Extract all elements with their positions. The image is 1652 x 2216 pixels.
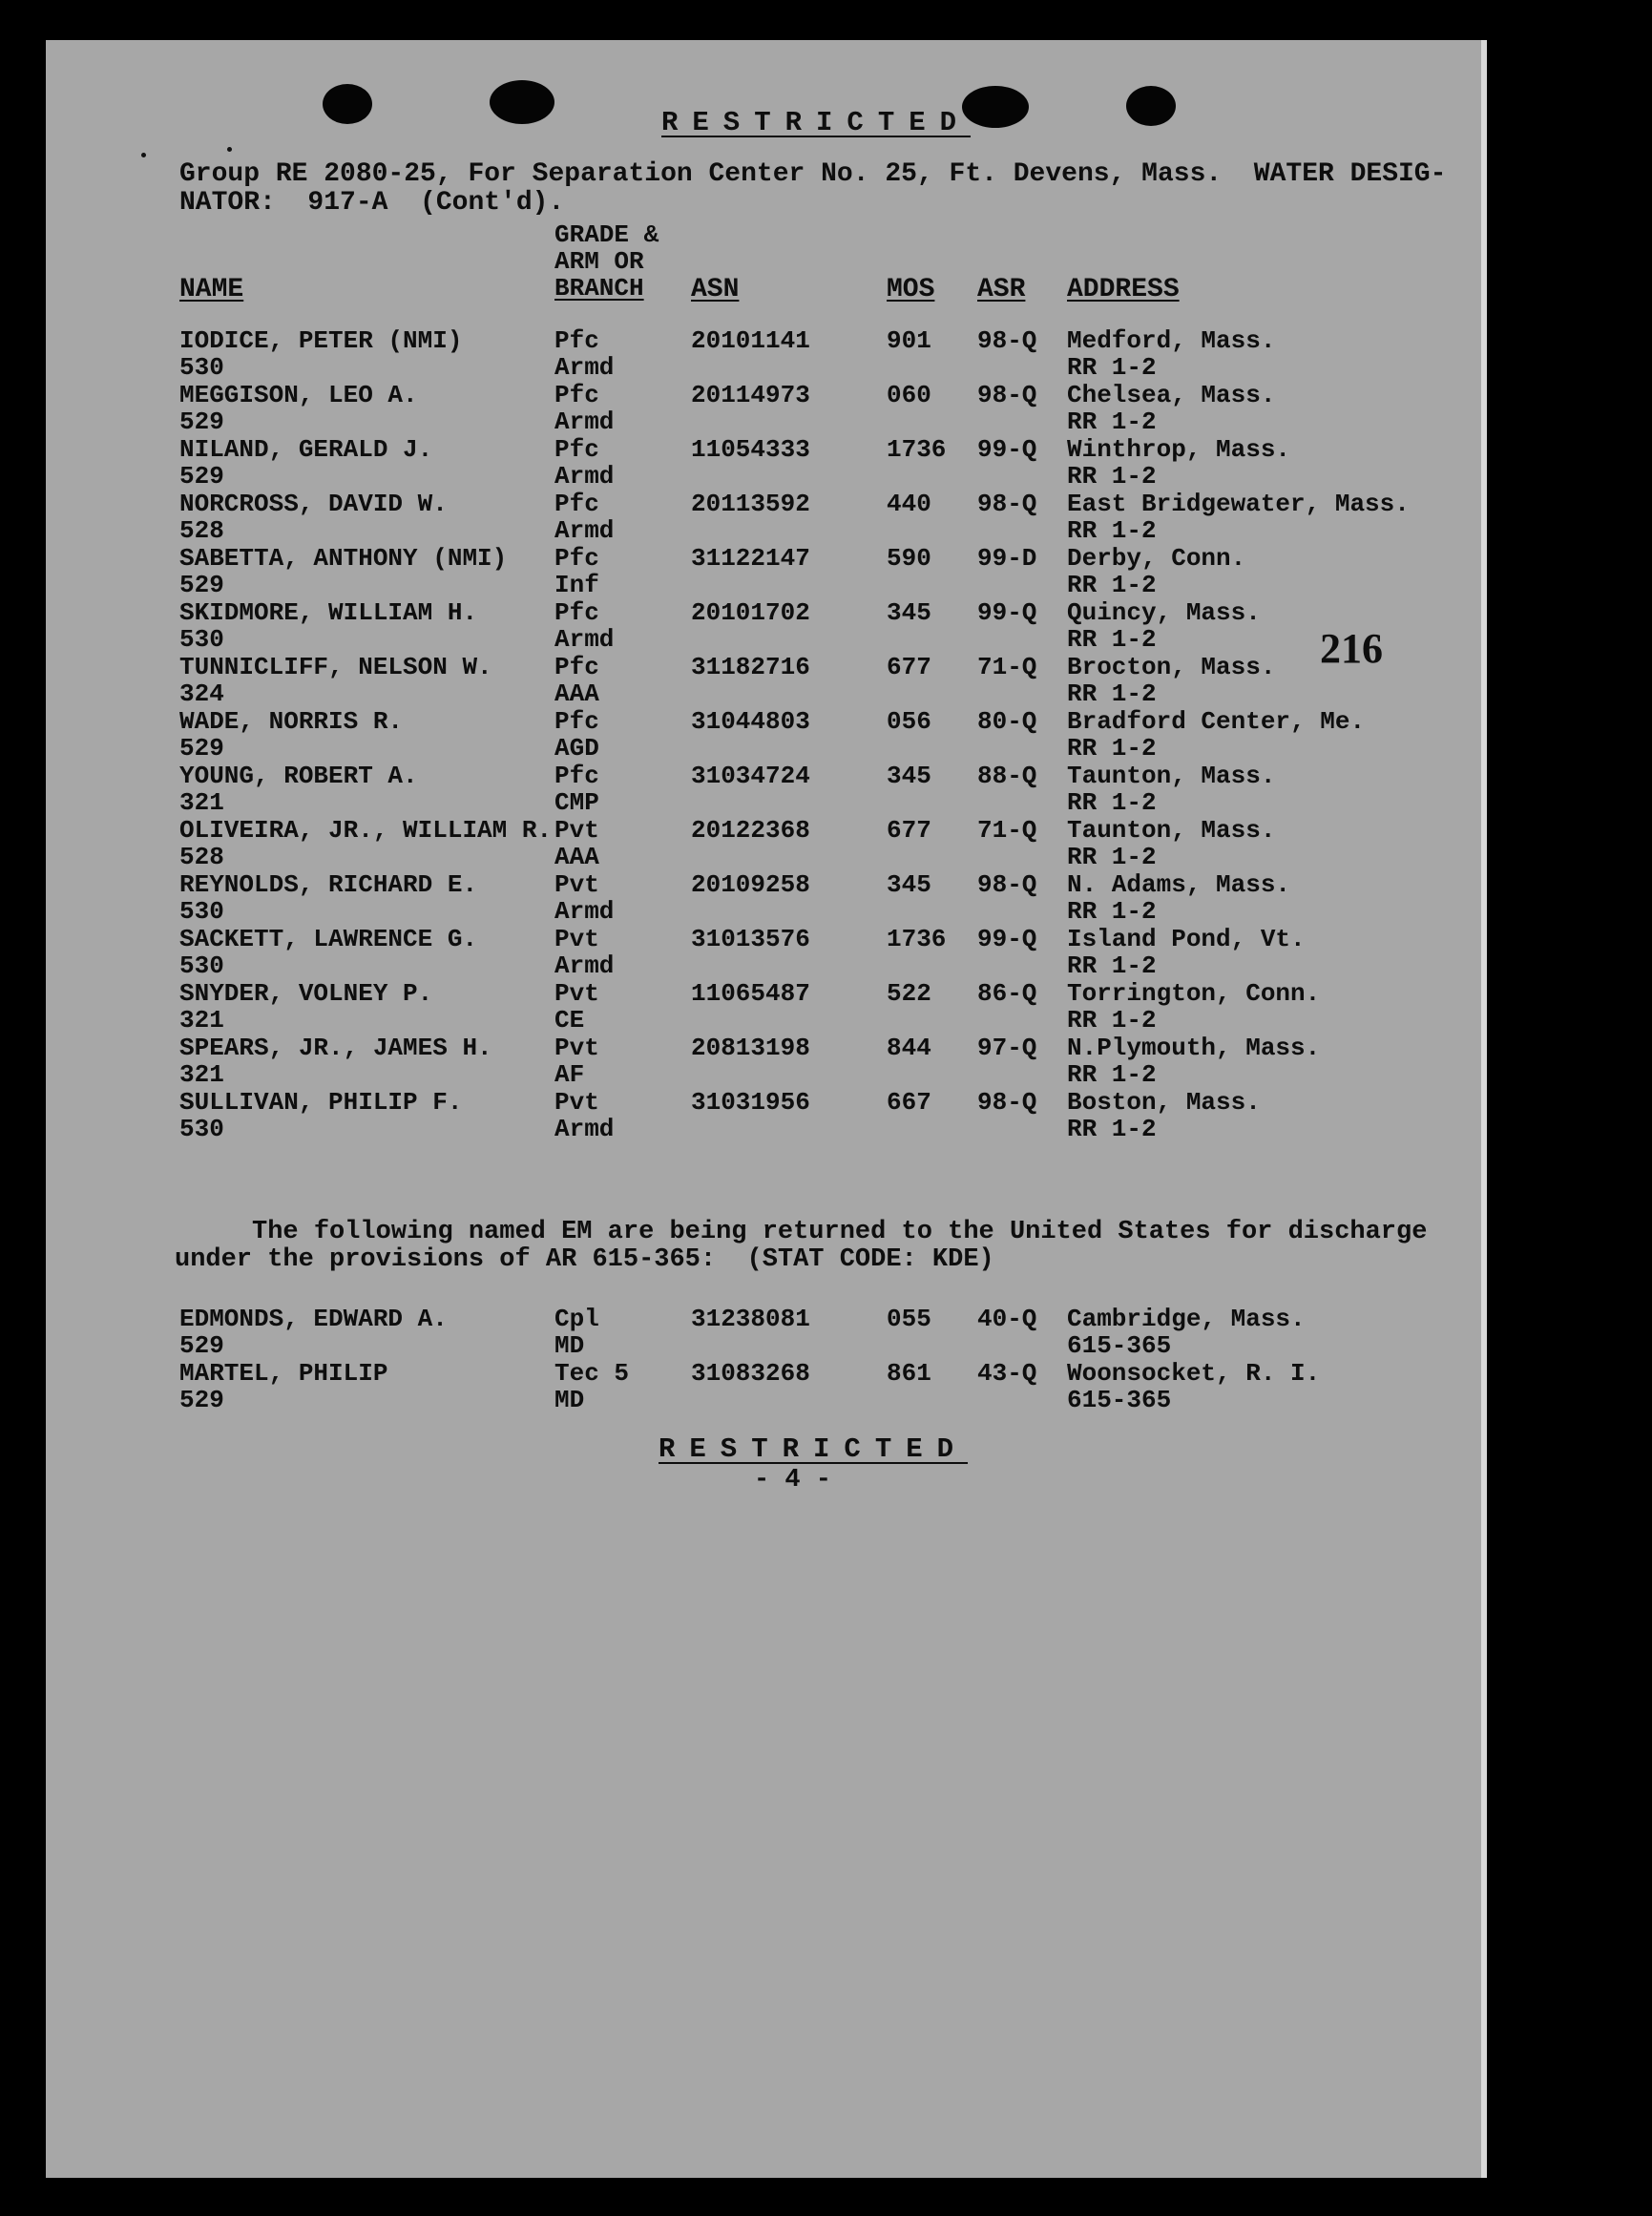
mos-cell: 667: [887, 1088, 931, 1117]
mos-cell: 677: [887, 653, 931, 681]
mos-cell: 1736: [887, 925, 947, 953]
address-cell: Bradford Center, Me.: [1067, 707, 1366, 736]
unit-code-cell: 530: [179, 951, 224, 980]
grade-cell: Pfc: [554, 490, 599, 518]
address-cell: Cambridge, Mass.: [1067, 1305, 1306, 1333]
name-cell: SNYDER, VOLNEY P.: [179, 979, 433, 1008]
branch-cell: Armd: [554, 353, 615, 382]
table-row: [179, 435, 1458, 490]
asn-cell: 31182716: [691, 653, 810, 681]
mos-cell: 590: [887, 544, 931, 573]
document-page: [46, 40, 1487, 2178]
name-cell: REYNOLDS, RICHARD E.: [179, 870, 478, 899]
asr-cell: 99-Q: [977, 435, 1037, 464]
speck: [141, 153, 146, 157]
asn-cell: 31044803: [691, 707, 810, 736]
grade-header-line-3: BRANCH: [554, 274, 644, 303]
discharge-paragraph: [175, 1219, 1427, 1274]
name-cell: NILAND, GERALD J.: [179, 435, 433, 464]
asn-cell: 31122147: [691, 544, 810, 573]
mos-cell: 1736: [887, 435, 947, 464]
address-cell: Quincy, Mass.: [1067, 598, 1261, 627]
branch-cell: MD: [554, 1386, 585, 1414]
asn-cell: 20113592: [691, 490, 810, 518]
discharge-list: [179, 1305, 1458, 1413]
unit-code-cell: 529: [179, 571, 224, 599]
rr-cell: RR 1-2: [1067, 571, 1157, 599]
header-line-2: NATOR: 917-A (Cont'd).: [179, 188, 565, 218]
mos-cell: 522: [887, 979, 931, 1008]
branch-cell: AGD: [554, 734, 599, 763]
grade-cell: Pvt: [554, 979, 599, 1008]
address-cell: Winthrop, Mass.: [1067, 435, 1291, 464]
unit-code-cell: 321: [179, 1060, 224, 1089]
mos-cell: 844: [887, 1034, 931, 1062]
name-cell: WADE, NORRIS R.: [179, 707, 404, 736]
rr-cell: RR 1-2: [1067, 897, 1157, 926]
name-column-header: NAME: [179, 275, 244, 304]
asr-cell: 71-Q: [977, 816, 1037, 845]
personnel-list: [179, 326, 1458, 1142]
table-row: [179, 490, 1458, 544]
name-cell: MEGGISON, LEO A.: [179, 381, 418, 409]
grade-cell: Pfc: [554, 707, 599, 736]
grade-cell: Cpl: [554, 1305, 599, 1333]
paragraph-line-2: under the provisions of AR 615-365: (STAT CODE: KDE): [175, 1245, 994, 1274]
table-row: [179, 326, 1458, 381]
table-row: [179, 870, 1458, 925]
asr-cell: 43-Q: [977, 1359, 1037, 1388]
rr-cell: RR 1-2: [1067, 353, 1157, 382]
grade-cell: Pfc: [554, 762, 599, 790]
grade-cell: Pfc: [554, 598, 599, 627]
grade-cell: Pvt: [554, 1034, 599, 1062]
unit-code-cell: 321: [179, 1006, 224, 1035]
mos-cell: 440: [887, 490, 931, 518]
punch-hole: [962, 86, 1029, 128]
table-row: [179, 1359, 1458, 1413]
asn-cell: 20122368: [691, 816, 810, 845]
address-cell: Taunton, Mass.: [1067, 762, 1276, 790]
rr-cell: RR 1-2: [1067, 951, 1157, 980]
branch-cell: CMP: [554, 788, 599, 817]
grade-column-header: [554, 221, 659, 302]
asn-cell: 20813198: [691, 1034, 810, 1062]
rr-cell: 615-365: [1067, 1386, 1172, 1414]
rr-cell: RR 1-2: [1067, 843, 1157, 871]
mos-cell: 901: [887, 326, 931, 355]
branch-cell: AAA: [554, 843, 599, 871]
grade-header-line-2: ARM OR: [554, 247, 644, 276]
grade-cell: Pfc: [554, 435, 599, 464]
punch-hole: [490, 80, 554, 124]
table-row: [179, 1034, 1458, 1088]
address-cell: Chelsea, Mass.: [1067, 381, 1276, 409]
unit-code-cell: 529: [179, 734, 224, 763]
rr-cell: RR 1-2: [1067, 408, 1157, 436]
paragraph-line-1: The following named EM are being returned to the United States for discharge: [175, 1218, 1428, 1246]
branch-cell: Inf: [554, 571, 599, 599]
header-text: [179, 160, 1446, 218]
asr-column-header: ASR: [977, 275, 1026, 304]
unit-code-cell: 529: [179, 408, 224, 436]
branch-cell: Armd: [554, 408, 615, 436]
address-cell: Woonsocket, R. I.: [1067, 1359, 1321, 1388]
rr-cell: RR 1-2: [1067, 516, 1157, 545]
rr-cell: 615-365: [1067, 1331, 1172, 1360]
branch-cell: MD: [554, 1331, 585, 1360]
unit-code-cell: 324: [179, 679, 224, 708]
punch-hole: [1126, 86, 1176, 126]
branch-cell: Armd: [554, 951, 615, 980]
grade-cell: Pfc: [554, 381, 599, 409]
mos-cell: 861: [887, 1359, 931, 1388]
asr-cell: 99-D: [977, 544, 1037, 573]
asr-cell: 80-Q: [977, 707, 1037, 736]
branch-cell: AAA: [554, 679, 599, 708]
grade-cell: Pvt: [554, 1088, 599, 1117]
asn-cell: 31034724: [691, 762, 810, 790]
asr-cell: 98-Q: [977, 381, 1037, 409]
branch-cell: Armd: [554, 897, 615, 926]
table-row: [179, 762, 1458, 816]
address-cell: N. Adams, Mass.: [1067, 870, 1291, 899]
table-row: [179, 1305, 1458, 1359]
address-cell: Torrington, Conn.: [1067, 979, 1321, 1008]
table-row: [179, 544, 1458, 598]
name-cell: OLIVEIRA, JR., WILLIAM R.: [179, 816, 553, 845]
asn-cell: 31031956: [691, 1088, 810, 1117]
mos-cell: 060: [887, 381, 931, 409]
table-row: [179, 598, 1458, 653]
branch-cell: Armd: [554, 462, 615, 491]
mos-cell: 345: [887, 598, 931, 627]
branch-cell: AF: [554, 1060, 585, 1089]
name-cell: IODICE, PETER (NMI): [179, 326, 463, 355]
address-cell: Derby, Conn.: [1067, 544, 1246, 573]
asn-cell: 31238081: [691, 1305, 810, 1333]
unit-code-cell: 528: [179, 516, 224, 545]
asr-cell: 98-Q: [977, 870, 1037, 899]
page-number: - 4 -: [754, 1466, 832, 1495]
address-column-header: ADDRESS: [1067, 275, 1180, 304]
footer-restricted: RESTRICTED: [659, 1433, 969, 1465]
branch-cell: CE: [554, 1006, 585, 1035]
address-cell: East Bridgewater, Mass.: [1067, 490, 1410, 518]
grade-cell: Pvt: [554, 870, 599, 899]
grade-cell: Pfc: [554, 653, 599, 681]
asn-cell: 20109258: [691, 870, 810, 899]
rr-cell: RR 1-2: [1067, 1060, 1157, 1089]
name-cell: MARTEL, PHILIP: [179, 1359, 388, 1388]
unit-code-cell: 528: [179, 843, 224, 871]
punch-hole: [323, 84, 372, 124]
grade-cell: Tec 5: [554, 1359, 630, 1388]
grade-cell: Pvt: [554, 816, 599, 845]
address-cell: Brocton, Mass.: [1067, 653, 1276, 681]
asn-cell: 20101702: [691, 598, 810, 627]
name-cell: SPEARS, JR., JAMES H.: [179, 1034, 492, 1062]
name-cell: SULLIVAN, PHILIP F.: [179, 1088, 463, 1117]
rr-cell: RR 1-2: [1067, 1006, 1157, 1035]
address-cell: Boston, Mass.: [1067, 1088, 1261, 1117]
rr-cell: RR 1-2: [1067, 679, 1157, 708]
rr-cell: RR 1-2: [1067, 625, 1157, 654]
unit-code-cell: 529: [179, 1386, 224, 1414]
grade-cell: Pfc: [554, 544, 599, 573]
name-cell: YOUNG, ROBERT A.: [179, 762, 418, 790]
table-row: [179, 979, 1458, 1034]
mos-cell: 056: [887, 707, 931, 736]
asr-cell: 98-Q: [977, 326, 1037, 355]
name-cell: TUNNICLIFF, NELSON W.: [179, 653, 492, 681]
mos-column-header: MOS: [887, 275, 935, 304]
grade-cell: Pvt: [554, 925, 599, 953]
mos-cell: 677: [887, 816, 931, 845]
table-row: [179, 925, 1458, 979]
asr-cell: 97-Q: [977, 1034, 1037, 1062]
table-row: [179, 653, 1458, 707]
unit-code-cell: 530: [179, 353, 224, 382]
unit-code-cell: 321: [179, 788, 224, 817]
name-cell: NORCROSS, DAVID W.: [179, 490, 448, 518]
name-cell: EDMONDS, EDWARD A.: [179, 1305, 448, 1333]
asr-cell: 98-Q: [977, 490, 1037, 518]
rr-cell: RR 1-2: [1067, 734, 1157, 763]
asr-cell: 40-Q: [977, 1305, 1037, 1333]
unit-code-cell: 530: [179, 1115, 224, 1143]
address-cell: Medford, Mass.: [1067, 326, 1276, 355]
unit-code-cell: 530: [179, 897, 224, 926]
margin-number: 216: [1320, 625, 1383, 672]
table-row: [179, 707, 1458, 762]
branch-cell: Armd: [554, 1115, 615, 1143]
asr-cell: 86-Q: [977, 979, 1037, 1008]
rr-cell: RR 1-2: [1067, 462, 1157, 491]
address-cell: Taunton, Mass.: [1067, 816, 1276, 845]
asr-cell: 98-Q: [977, 1088, 1037, 1117]
branch-cell: Armd: [554, 625, 615, 654]
speck: [227, 147, 232, 152]
asn-cell: 11054333: [691, 435, 810, 464]
name-cell: SACKETT, LAWRENCE G.: [179, 925, 478, 953]
name-cell: SABETTA, ANTHONY (NMI): [179, 544, 508, 573]
table-row: [179, 1088, 1458, 1142]
asr-cell: 71-Q: [977, 653, 1037, 681]
asn-cell: 20114973: [691, 381, 810, 409]
address-cell: Island Pond, Vt.: [1067, 925, 1306, 953]
mos-cell: 345: [887, 870, 931, 899]
rr-cell: RR 1-2: [1067, 1115, 1157, 1143]
unit-code-cell: 529: [179, 462, 224, 491]
mos-cell: 055: [887, 1305, 931, 1333]
branch-cell: Armd: [554, 516, 615, 545]
table-row: [179, 816, 1458, 870]
grade-header-line-1: GRADE &: [554, 220, 659, 249]
asr-cell: 88-Q: [977, 762, 1037, 790]
rr-cell: RR 1-2: [1067, 788, 1157, 817]
address-cell: N.Plymouth, Mass.: [1067, 1034, 1321, 1062]
mos-cell: 345: [887, 762, 931, 790]
header-line-1: Group RE 2080-25, For Separation Center No. 25, Ft. Devens, Mass. WATER DESIG-: [179, 159, 1447, 189]
header-restricted: RESTRICTED: [661, 107, 972, 138]
unit-code-cell: 530: [179, 625, 224, 654]
asn-cell: 31013576: [691, 925, 810, 953]
asn-cell: 20101141: [691, 326, 810, 355]
table-row: [179, 381, 1458, 435]
asn-cell: 31083268: [691, 1359, 810, 1388]
asr-cell: 99-Q: [977, 598, 1037, 627]
asn-column-header: ASN: [691, 275, 740, 304]
name-cell: SKIDMORE, WILLIAM H.: [179, 598, 478, 627]
grade-cell: Pfc: [554, 326, 599, 355]
asn-cell: 11065487: [691, 979, 810, 1008]
asr-cell: 99-Q: [977, 925, 1037, 953]
unit-code-cell: 529: [179, 1331, 224, 1360]
